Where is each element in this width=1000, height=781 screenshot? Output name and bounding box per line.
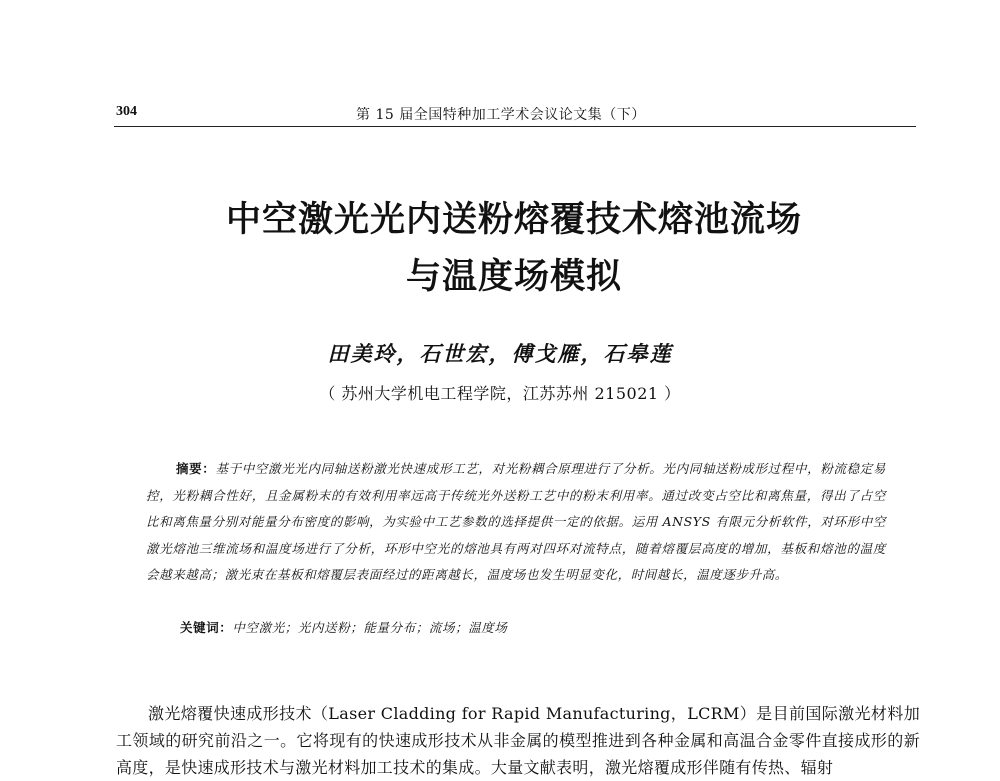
abstract-label: 摘要： — [176, 461, 216, 476]
paper-title-line-1: 中空激光光内送粉熔覆技术熔池流场 — [225, 200, 802, 240]
author-list: 田美玲，石世宏，傅戈雁，石皋莲 — [327, 341, 673, 366]
body-paragraph: 激光熔覆快速成形技术（Laser Cladding for Rapid Manufacturing，LCRM）是目前国际激光材料加工领域的研究前沿之一。它将现有的快速成形技术从非金属的模型推进到各种金属和高温合金零件直接成形的新高度，是快速成形技术与激光材料加工技术的集成。大量文献表明，激光熔覆成形伴随有传热、辐射 — [116, 704, 920, 777]
abstract — [146, 456, 886, 589]
running-head: 第 15 届全国特种加工学术会议论文集（下） — [356, 107, 646, 123]
abstract-text: 基于中空激光光内同轴送粉激光快速成形工艺，对光粉耦合原理进行了分析。光内同轴送粉成形过程中，粉流稳定易控，光粉耦合性好，且金属粉末的有效利用率远高于传统光外送粉工艺中的粉末利用率。通过改变占空比和离焦量，得出了占空比和离焦量分别对能量分布密度的影响，为实验中工艺参数的选择提供一定的依据。运用 ANSYS 有限元分析软件，对环形中空激光熔池三维流场和温度场进行了分析，环形中空光的熔池具有两对四环对流特点，随着熔覆层高度的增加，基板和熔池的温度会越来越高；激光束在基板和熔覆层表面经过的距离越长，温度场也发生明显变化，时间越长，温度逐步升高。 — [146, 461, 886, 582]
page-number: 304 — [116, 104, 137, 119]
keywords-label: 关键词： — [180, 620, 233, 635]
paper-title-line-2: 与温度场模拟 — [405, 257, 622, 297]
keywords — [180, 618, 508, 636]
keywords-text: 中空激光；光内送粉；能量分布；流场；温度场 — [232, 620, 508, 635]
header-rule — [114, 126, 916, 127]
affiliation: （ 苏州大学机电工程学院，江苏苏州 215021 ） — [319, 384, 681, 403]
